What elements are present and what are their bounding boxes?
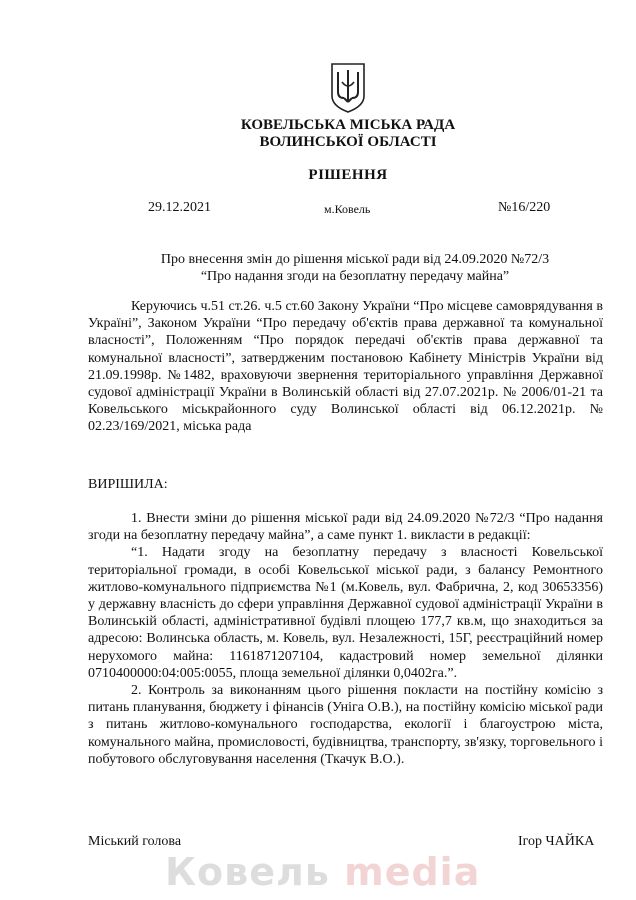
document-type: РІШЕННЯ [308, 167, 388, 183]
subject-line1: Про внесення змін до рішення міської ради від 24.09.2020 №72/3 [160, 252, 550, 267]
trident-coat-of-arms-icon [330, 62, 366, 114]
subject-line2: “Про надання згоди на безоплатну передачу майна” [200, 269, 510, 284]
decision-date: 29.12.2021 [148, 200, 211, 215]
resolved-heading: ВИРІШИЛА: [88, 477, 168, 492]
item-1: 1. Внести зміни до рішення міської ради від 24.09.2020 №72/3 “Про надання згоди на безоплатну передачу майна”, а саме пункт 1. викласти в редакції: [88, 511, 603, 544]
item-2: 2. Контроль за виконанням цього рішення покласти на постійну комісію з питань планування, бюджету і фінансів (Уніга О.В.), на постійну комісію міської ради з питань житлово-комунального господарства, екології і благоустрою міста, комунального майна, промисловості, будівництва, транспорту, зв'язку, торговельного і побутового обслуговування населення (Ткачук В.О.). [88, 683, 603, 767]
item-1-quote: “1. Надати згоду на безоплатну передачу з власності Ковельської територіальної громади, в особі Ковельської міської ради, з балансу Ремонтного житлово-комунального підприємства №1 (м.Ковель, вул. Фабрична, 2, код 30653356) у державну власність до сфери управління Державної судової адміністрації України в Волинській області, адміністративної будівлі площею 177,7 кв.м, що знаходиться за адресою: Волинська область, м. Ковель, вул. Незалежності, 15Г, реєстраційний номер нерухомого майна: 1161871207104, кадастровий номер земельної ділянки 0710400000:04:005:0055, площа земельної ділянки 0,0402га.”. [88, 545, 603, 681]
decision-subject [120, 251, 590, 285]
org-name-line1: КОВЕЛЬСЬКА МІСЬКА РАДА [240, 117, 456, 133]
watermark-logo [165, 850, 480, 894]
org-name-line2: ВОЛИНСЬКОЇ ОБЛАСТІ [259, 134, 437, 150]
decision-body [88, 510, 603, 768]
watermark-part2: media [344, 850, 481, 894]
basis-text: Керуючись ч.51 ст.26. ч.5 ст.60 Закону України “Про місцеве самоврядування в Україні”, Законом України “Про передачу об'єктів права державної та комунальної власності”, Положенням “Про порядок передачі об'єктів права державної та комунальної власності”, затвердженим постановою Кабінету Міністрів України від 21.09.1998р. №1482, враховуючи звернення територіального управління Державної судової адміністрації України в Волинській області від 27.07.2021р. № 2006/01-21 та Ковельського міськрайонного суду Волинської області від 06.12.2021р. № 02.23/169/2021, міська рада [88, 299, 603, 435]
signatory-name: Ігор ЧАЙКА [518, 834, 595, 849]
legal-basis-paragraph [88, 298, 603, 436]
signatory-position: Міський голова [88, 834, 182, 849]
watermark-part1: Ковель [165, 850, 330, 894]
decision-number: №16/220 [498, 200, 551, 215]
decision-city: м.Ковель [324, 202, 371, 216]
